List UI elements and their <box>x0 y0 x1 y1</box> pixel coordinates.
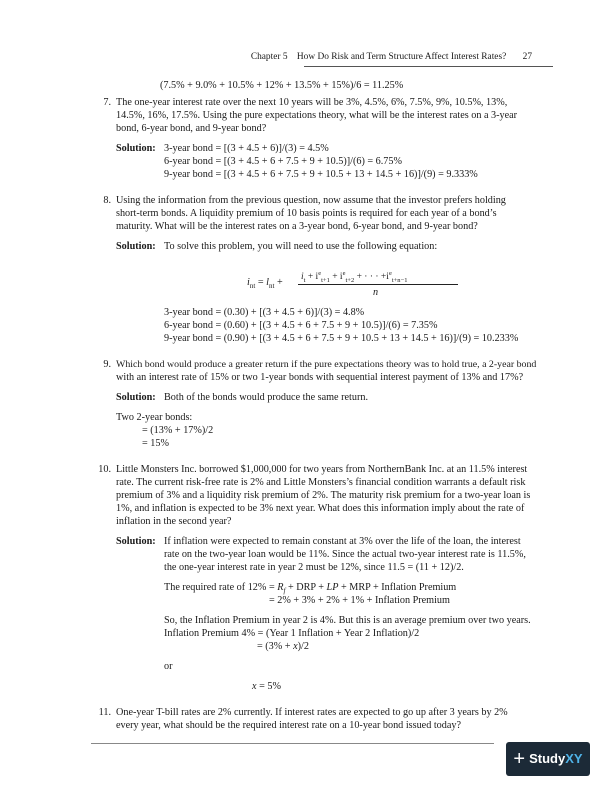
q10-line: 1%, and inflation is expected to be 3% next year. What does this information imply about the rate of <box>116 503 525 514</box>
q7-line: bond, 6-year bond, and 9-year bond? <box>116 123 267 134</box>
q7-solution-label: Solution: <box>116 143 156 154</box>
q10-ip-line2: = (3% + x)/2 <box>257 641 309 652</box>
q7-solution-line: 6-year bond = [(3 + 4.5 + 6 + 7.5 + 9 + 10.5)]/(6) = 6.75% <box>164 156 402 167</box>
q8-line: Using the information from the previous question, now assume that the investor prefers holding <box>116 195 506 206</box>
plus-icon: + <box>513 748 526 770</box>
q11-number: 11. <box>98 707 111 718</box>
q11-line: every year, what should be the required interest rate on a 10-year bond issued today? <box>116 720 461 731</box>
q7-number: 7. <box>103 97 111 108</box>
q9-solution-label: Solution: <box>116 392 156 403</box>
q10-solution-line: rate on the two-year loan would be 11%. Since the actual two-year interest rate is 11.5%, <box>164 549 526 560</box>
q10-solution-label: Solution: <box>116 536 156 547</box>
q10-line: rate. The current risk-free rate is 2% and Little Monsters’s financial condition warrants a default risk <box>116 477 526 488</box>
q9-extra: Two 2-year bonds: <box>116 412 193 423</box>
q9-line: with an interest rate of 15% or two 1-year bonds with sequential interest payment of 13% and 17%? <box>116 372 524 383</box>
page-number: 27 <box>522 52 532 62</box>
formula-lhs: $i_{nt} = l_{nt}$ + <box>247 277 283 291</box>
q10-so-line: So, the Inflation Premium in year 2 is 4%. But this is an average premium over two years. <box>164 615 531 626</box>
previous-calc: (7.5% + 9.0% + 10.5% + 12% + 13.5% + 15%)/6 = 11.25% <box>160 80 404 91</box>
q7-solution-line: 9-year bond = [(3 + 4.5 + 6 + 7.5 + 9 + 10.5 + 13 + 14.5 + 16)]/(9) = 9.333% <box>164 169 478 180</box>
q9-solution-text: Both of the bonds would produce the same return. <box>164 392 368 403</box>
q10-required-rate: The required rate of $12\% = R_f$ + DRP + LP + MRP + Inflation Premium <box>164 582 457 596</box>
chapter-title: How Do Risk and Term Structure Affect Interest Rates? <box>296 52 507 62</box>
studyxy-logo[interactable] <box>506 742 590 776</box>
q9-extra: = 15% <box>142 438 169 449</box>
header-rule <box>304 66 553 67</box>
q8-solution-intro: To solve this problem, you will need to use the following equation: <box>164 241 438 252</box>
logo-accent: XY <box>565 750 583 766</box>
q10-solution-line: If inflation were expected to remain constant at 3% over the life of the loan, the interest <box>164 536 521 547</box>
q8-solution-label: Solution: <box>116 241 156 252</box>
q9-line: Which bond would produce a greater return if the pure expectations theory was to hold true, a 2-year bond <box>116 359 537 370</box>
q8-line: short-term bonds. A liquidity premium of 10 basis points is required for each year of a bond’s <box>116 208 497 219</box>
q7-solution-line: 3-year bond = [(3 + 4.5 + 6)]/(3) = 4.5% <box>164 143 329 154</box>
q8-solution-line: 6-year bond = (0.60) + [(3 + 4.5 + 6 + 7.5 + 9 + 10.5)]/(6) = 7.35% <box>164 320 438 331</box>
q9-extra: = (13% + 17%)/2 <box>142 425 214 436</box>
running-header <box>251 51 532 64</box>
liquidity-premium-formula <box>247 267 547 301</box>
q10-or: or <box>164 661 173 672</box>
q8-line: maturity. What will be the interest rates on a 3-year bond, 6-year bond, and 9-year bond? <box>116 221 478 232</box>
formula-numerator: $i_t + i^e_{t+1} + i^e_{t+2}$ + · · · $+i^e_{t+n-1}$ <box>301 270 408 285</box>
q9-number: 9. <box>103 359 111 370</box>
q10-number: 10. <box>98 464 111 475</box>
footer-rule <box>91 743 494 744</box>
q8-solution-line: 9-year bond = (0.90) + [(3 + 4.5 + 6 + 7.5 + 9 + 10.5 + 13 + 14.5 + 16)]/(9) = 10.233% <box>164 333 519 344</box>
q10-solution-line: the one-year interest rate in year 2 must be 12%, since 11.5 = (11 + 12)/2. <box>164 562 464 573</box>
q11-line: One-year T-bill rates are 2% currently. If interest rates are expected to go up after 3 years by 2% <box>116 707 508 718</box>
q10-line: Little Monsters Inc. borrowed $1,000,000 for two years from NorthernBank Inc. at an 11.5% interest <box>116 464 528 475</box>
q7-line: 14.5%, 16%, 17.5%. Using the pure expectations theory, what will be the interest rates on a 3-year <box>116 110 518 121</box>
q10-ip-line: Inflation Premium 4% = (Year 1 Inflation + Year 2 Inflation)/2 <box>164 628 420 639</box>
q7-line: The one-year interest rate over the next 10 years will be 3%, 4.5%, 6%, 7.5%, 9%, 10.5%, 13%, <box>116 97 508 108</box>
q8-solution-line: 3-year bond = (0.30) + [(3 + 4.5 + 6)]/(3) = 4.8% <box>164 307 365 318</box>
logo-text: Study <box>529 750 566 766</box>
chapter-label: Chapter 5 <box>250 52 288 62</box>
q10-line: inflation in the second year? <box>116 516 232 527</box>
q8-number: 8. <box>103 195 111 206</box>
formula-denominator: n <box>373 287 379 298</box>
q10-line: premium of 3% and a liquidity risk premium of 2%. The maturity risk premium for a two-year loan is <box>116 490 531 501</box>
q10-required-line2: = 2% + 3% + 2% + 1% + Inflation Premium <box>269 595 450 606</box>
fraction-bar <box>298 284 458 285</box>
q10-x-result: x = 5% <box>252 681 281 692</box>
